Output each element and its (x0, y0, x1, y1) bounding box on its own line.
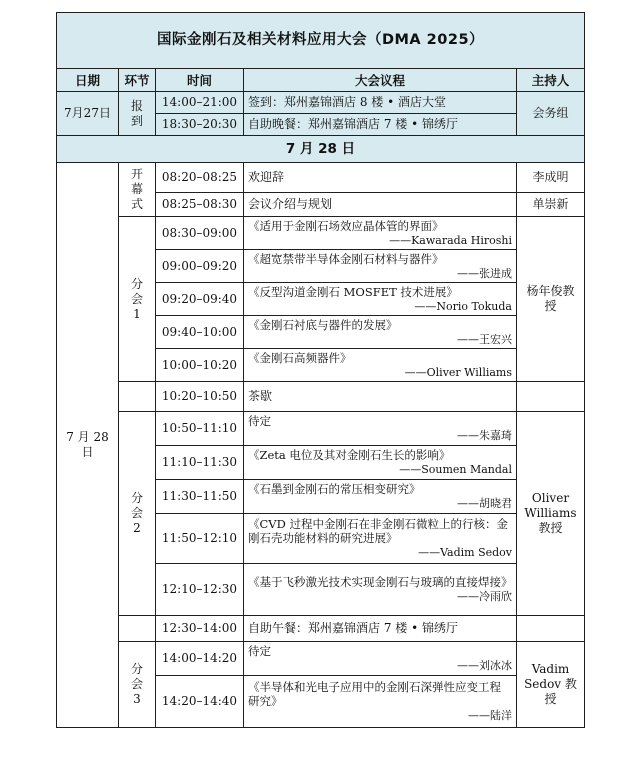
header-row (57, 69, 585, 92)
talk-speaker: ——冷雨欣 (457, 590, 512, 603)
time-cell: 11:50–12:10 (156, 514, 244, 564)
table-row (57, 217, 585, 250)
talk-speaker: ——Oliver Williams (404, 365, 512, 379)
activity-cell: 自助午餐：郑州嘉锦酒店 7 楼 • 锦绣厅 (244, 616, 517, 642)
col-host: 主持人 (517, 69, 585, 92)
talk-speaker: ——胡晓君 (457, 497, 512, 510)
talk-speaker: ——Vadim Sedov (418, 546, 512, 559)
time-cell: 14:20–14:40 (156, 676, 244, 728)
talk-speaker: ——刘冰冰 (457, 659, 512, 672)
talk-speaker: ——王宏兴 (457, 332, 512, 346)
time-cell: 09:00–09:20 (156, 250, 244, 283)
time-cell: 10:00–10:20 (156, 349, 244, 382)
time-cell: 18:30–20:30 (156, 114, 244, 136)
talk-cell (244, 564, 517, 616)
activity-cell: 签到：郑州嘉锦酒店 8 楼 • 酒店大堂 (244, 92, 517, 114)
talk-cell (244, 349, 517, 382)
talk-cell (244, 412, 517, 446)
talk-title: 《半导体和光电子应用中的金刚石深弹性应变工程研究》 (248, 680, 501, 708)
time-cell: 09:40–10:00 (156, 316, 244, 349)
schedule-table (56, 12, 585, 728)
talk-title: 《适用于金刚石场效应晶体管的界面》 (248, 218, 444, 233)
talk-speaker: ——朱嘉琦 (457, 429, 512, 442)
page-title: 国际金刚石及相关材料应用大会（DMA 2025） (57, 13, 585, 69)
talk-title: 《金刚石衬底与器件的发展》 (248, 317, 398, 332)
activity-cell: 会议介绍与规划 (244, 193, 517, 217)
session1-host: 杨年俊教授 (517, 217, 585, 382)
time-cell: 14:00–21:00 (156, 92, 244, 114)
activity-cell: 自助晚餐：郑州嘉锦酒店 7 楼 • 锦绣厅 (244, 114, 517, 136)
talk-cell (244, 250, 517, 283)
time-cell: 10:50–11:10 (156, 412, 244, 446)
talk-cell (244, 446, 517, 480)
talk-cell (244, 480, 517, 514)
session2-segment: 分会2 (119, 412, 156, 616)
empty-cell (517, 382, 585, 412)
host-cell: 李成明 (517, 163, 585, 193)
session2-host: Oliver Williams 教授 (517, 412, 585, 616)
talk-speaker: ——Kawarada Hiroshi (389, 233, 512, 247)
day1-segment: 报到 (119, 92, 156, 136)
talk-title: 《反型沟道金刚石 MOSFET 技术进展》 (248, 284, 458, 299)
talk-title: 《基于飞秒激光技术实现金刚石与玻璃的直接焊接》 (248, 575, 513, 589)
time-cell: 10:20–10:50 (156, 382, 244, 412)
activity-cell: 茶歇 (244, 382, 517, 412)
time-cell: 12:10–12:30 (156, 564, 244, 616)
talk-cell (244, 316, 517, 349)
session3-host: Vadim Sedov 教授 (517, 642, 585, 728)
session3-segment: 分会3 (119, 642, 156, 728)
col-time: 时间 (156, 69, 244, 92)
talk-cell (244, 676, 517, 728)
time-cell: 11:30–11:50 (156, 480, 244, 514)
table-row (57, 382, 585, 412)
talk-title: 《石墨到金刚石的常压相变研究》 (248, 482, 421, 496)
empty-cell (119, 616, 156, 642)
talk-cell (244, 514, 517, 564)
talk-speaker: ——陆洋 (468, 709, 512, 722)
talk-cell (244, 217, 517, 250)
opening-segment: 开幕式 (119, 163, 156, 217)
time-cell: 08:25–08:30 (156, 193, 244, 217)
title-row (57, 13, 585, 69)
empty-cell (119, 382, 156, 412)
col-segment: 环节 (119, 69, 156, 92)
day1-date: 7月27日 (57, 92, 119, 136)
activity-cell: 欢迎辞 (244, 163, 517, 193)
empty-cell (517, 616, 585, 642)
time-cell: 14:00–14:20 (156, 642, 244, 676)
day2-date: 7 月 28 日 (57, 163, 119, 728)
col-date: 日期 (57, 69, 119, 92)
table-row (57, 412, 585, 446)
time-cell: 11:10–11:30 (156, 446, 244, 480)
talk-title: 待定 (248, 414, 271, 428)
talk-title: 《超宽禁带半导体金刚石材料与器件》 (248, 251, 444, 266)
talk-speaker: ——Soumen Mandal (399, 463, 512, 476)
talk-speaker: ——张进成 (457, 266, 512, 280)
time-cell: 08:20–08:25 (156, 163, 244, 193)
table-row (57, 642, 585, 676)
day2-banner: 7 月 28 日 (57, 136, 585, 163)
talk-title: 《Zeta 电位及其对金刚石生长的影响》 (248, 448, 451, 462)
time-cell: 08:30–09:00 (156, 217, 244, 250)
session1-segment: 分会1 (119, 217, 156, 382)
day1-host: 会务组 (517, 92, 585, 136)
talk-cell (244, 642, 517, 676)
talk-cell (244, 283, 517, 316)
table-row (57, 92, 585, 114)
talk-title: 《CVD 过程中金刚石在非金刚石微粒上的行核：金刚石壳功能材料的研究进展》 (248, 517, 508, 545)
day-banner-row (57, 136, 585, 163)
talk-title: 待定 (248, 644, 271, 658)
table-row (57, 163, 585, 193)
time-cell: 12:30–14:00 (156, 616, 244, 642)
talk-speaker: ——Norio Tokuda (414, 299, 512, 313)
time-cell: 09:20–09:40 (156, 283, 244, 316)
col-agenda: 大会议程 (244, 69, 517, 92)
talk-title: 《金刚石高频器件》 (248, 350, 352, 365)
host-cell: 单崇新 (517, 193, 585, 217)
table-row (57, 616, 585, 642)
